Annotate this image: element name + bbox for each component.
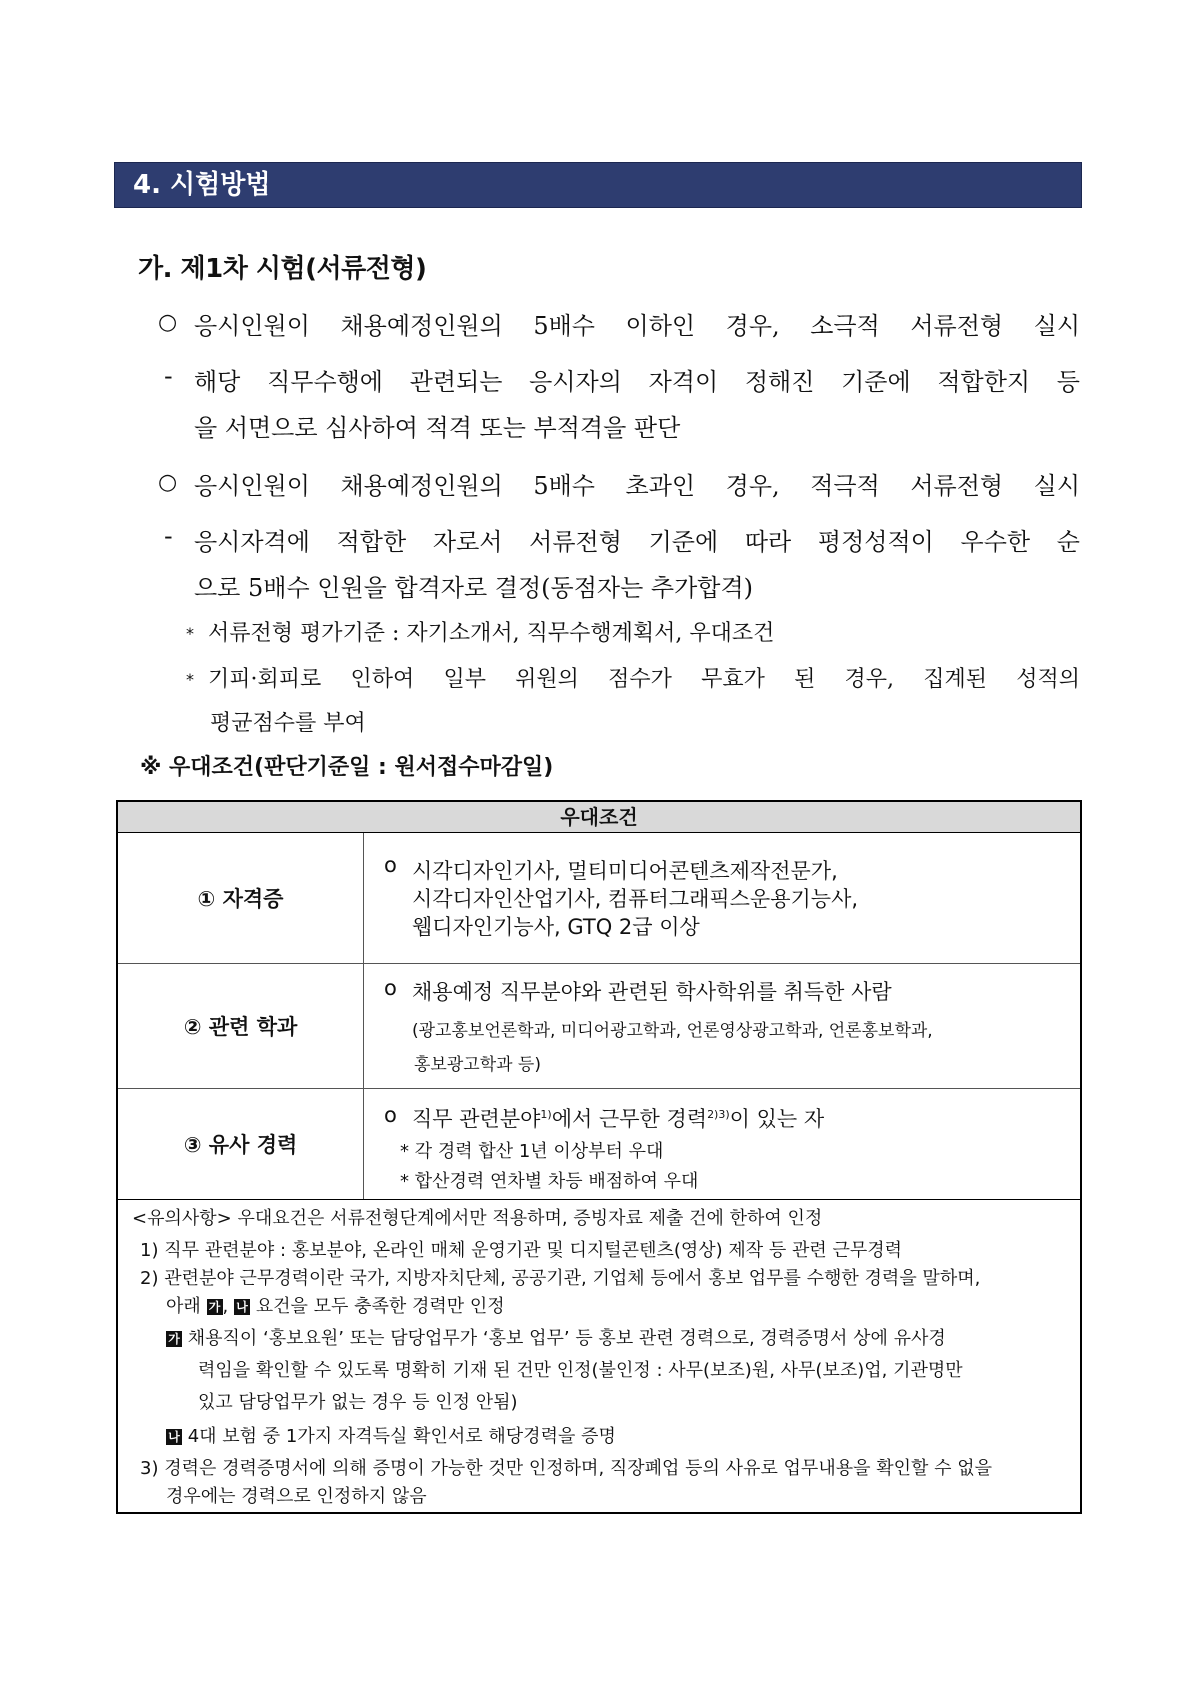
note-ga-line3: 있고 담당업무가 없는 경우 등 인정 안됨): [198, 1392, 518, 1413]
subsection-title: 가. 제1차 시험(서류전형): [138, 254, 427, 284]
note-2-line2: 아래 가 , 나 요건을 모두 충족한 경력만 인정: [166, 1296, 505, 1317]
table-row: [118, 1089, 1080, 1200]
preference-table: [116, 800, 1082, 1514]
table-row: [118, 964, 1080, 1089]
major-main: 채용예정 직무분야와 관련된 학사학위를 취득한 사람: [412, 980, 892, 1004]
item-d1-line2: 을 서면으로 심사하여 적격 또는 부적격을 판단: [194, 414, 681, 442]
table-row: [118, 833, 1080, 964]
note-2-line1: 2) 관련분야 근무경력이란 국가, 지방자치단체, 공공기관, 기업체 등에서 홍보 업무를 수행한 경력을 말하며,: [140, 1268, 981, 1289]
item-s2-line1: 기피·회피로 인하여 일부 위원의 점수가 무효가 된 경우, 집계된 성적의: [208, 667, 1080, 692]
caution-notes: [118, 1198, 1080, 1512]
ga-mark-icon: 가: [166, 1331, 182, 1347]
item-d2-line1: 응시자격에 적합한 자로서 서류전형 기준에 따라 평정성적이 우수한 순: [194, 528, 1080, 556]
experience-main: 직무 관련분야$^{1)}$에서 근무한 경력$^{2)3)}$이 있는 자: [412, 1107, 825, 1131]
section-title: 4. 시험방법: [114, 162, 1082, 208]
item-o1: 응시인원이 채용예정인원의 5배수 이하인 경우, 소극적 서류전형 실시: [194, 312, 1080, 340]
major-sub: (광고홍보언론학과, 미디어광고학과, 언론영상광고학과, 언론홍보학과,: [412, 1021, 933, 1041]
item-s1: 서류전형 평가기준 : 자기소개서, 직무수행계획서, 우대조건: [208, 621, 775, 646]
row-content-certificate: [364, 833, 1080, 963]
row-label-experience: ③ 유사 경력: [118, 1089, 364, 1199]
preference-heading: ※ 우대조건(판단기준일 : 원서접수마감일): [140, 755, 554, 780]
row-label-major: ② 관련 학과: [118, 964, 364, 1088]
na-mark-icon: 나: [234, 1299, 250, 1315]
note-3-line1: 3) 경력은 경력증명서에 의해 증명이 가능한 것만 인정하며, 직장폐업 등의 사유로 업무내용을 확인할 수 없을: [140, 1458, 992, 1479]
circle-bullet-icon: ○: [158, 470, 178, 495]
na-mark-icon: 나: [166, 1429, 182, 1445]
notes-heading: <유의사항> 우대요건은 서류전형단계에서만 적용하며, 증빙자료 제출 건에 한하여 인정: [132, 1208, 823, 1229]
small-o-bullet-icon: o: [384, 853, 397, 877]
experience-note: * 각 경력 합산 1년 이상부터 우대: [400, 1141, 664, 1162]
item-s2-line2: 평균점수를 부여: [210, 711, 366, 736]
row-label-certificate: ① 자격증: [118, 833, 364, 963]
cert-line: 시각디자인산업기사, 컴퓨터그래픽스운용기능사,: [412, 887, 859, 911]
dash-bullet-icon: -: [164, 362, 173, 390]
major-sub: 홍보광고학과 등): [414, 1055, 541, 1075]
ga-mark-icon: 가: [207, 1299, 223, 1315]
asterisk-icon: *: [186, 624, 194, 643]
row-content-experience: [364, 1089, 1080, 1199]
item-d1-line1: 해당 직무수행에 관련되는 응시자의 자격이 정해진 기준에 적합한지 등: [194, 368, 1080, 396]
circle-bullet-icon: ○: [158, 310, 178, 335]
note-ga-line1: 가 채용직이 ‘홍보요원’ 또는 담당업무가 ‘홍보 업무’ 등 홍보 관련 경력으로, 경력증명서 상에 유사경: [166, 1324, 946, 1350]
note-ga-line2: 력임을 확인할 수 있도록 명확히 기재 된 건만 인정(불인정 : 사무(보조)원, 사무(보조)업, 기관명만: [198, 1360, 963, 1381]
note-1: 1) 직무 관련분야 : 홍보분야, 온라인 매체 운영기관 및 디지털콘텐츠(영상) 제작 등 관련 근무경력: [140, 1240, 903, 1261]
item-d2-line2: 으로 5배수 인원을 합격자로 결정(동점자는 추가합격): [194, 574, 754, 602]
note-na-line1: 나 4대 보험 중 1가지 자격득실 확인서로 해당경력을 증명: [166, 1422, 616, 1448]
asterisk-icon: *: [186, 670, 194, 689]
dash-bullet-icon: -: [164, 522, 173, 550]
item-o2: 응시인원이 채용예정인원의 5배수 초과인 경우, 적극적 서류전형 실시: [194, 472, 1080, 500]
note-3-line2: 경우에는 경력으로 인정하지 않음: [166, 1486, 427, 1507]
cert-line: 웹디자인기능사, GTQ 2급 이상: [412, 915, 700, 939]
small-o-bullet-icon: o: [384, 976, 397, 1000]
small-o-bullet-icon: o: [384, 1103, 397, 1127]
cert-line: 시각디자인기사, 멀티미디어콘텐츠제작전문가,: [412, 859, 838, 883]
row-content-major: [364, 964, 1080, 1088]
experience-note: * 합산경력 연차별 차등 배점하여 우대: [400, 1171, 699, 1192]
table-header: 우대조건: [118, 802, 1080, 833]
